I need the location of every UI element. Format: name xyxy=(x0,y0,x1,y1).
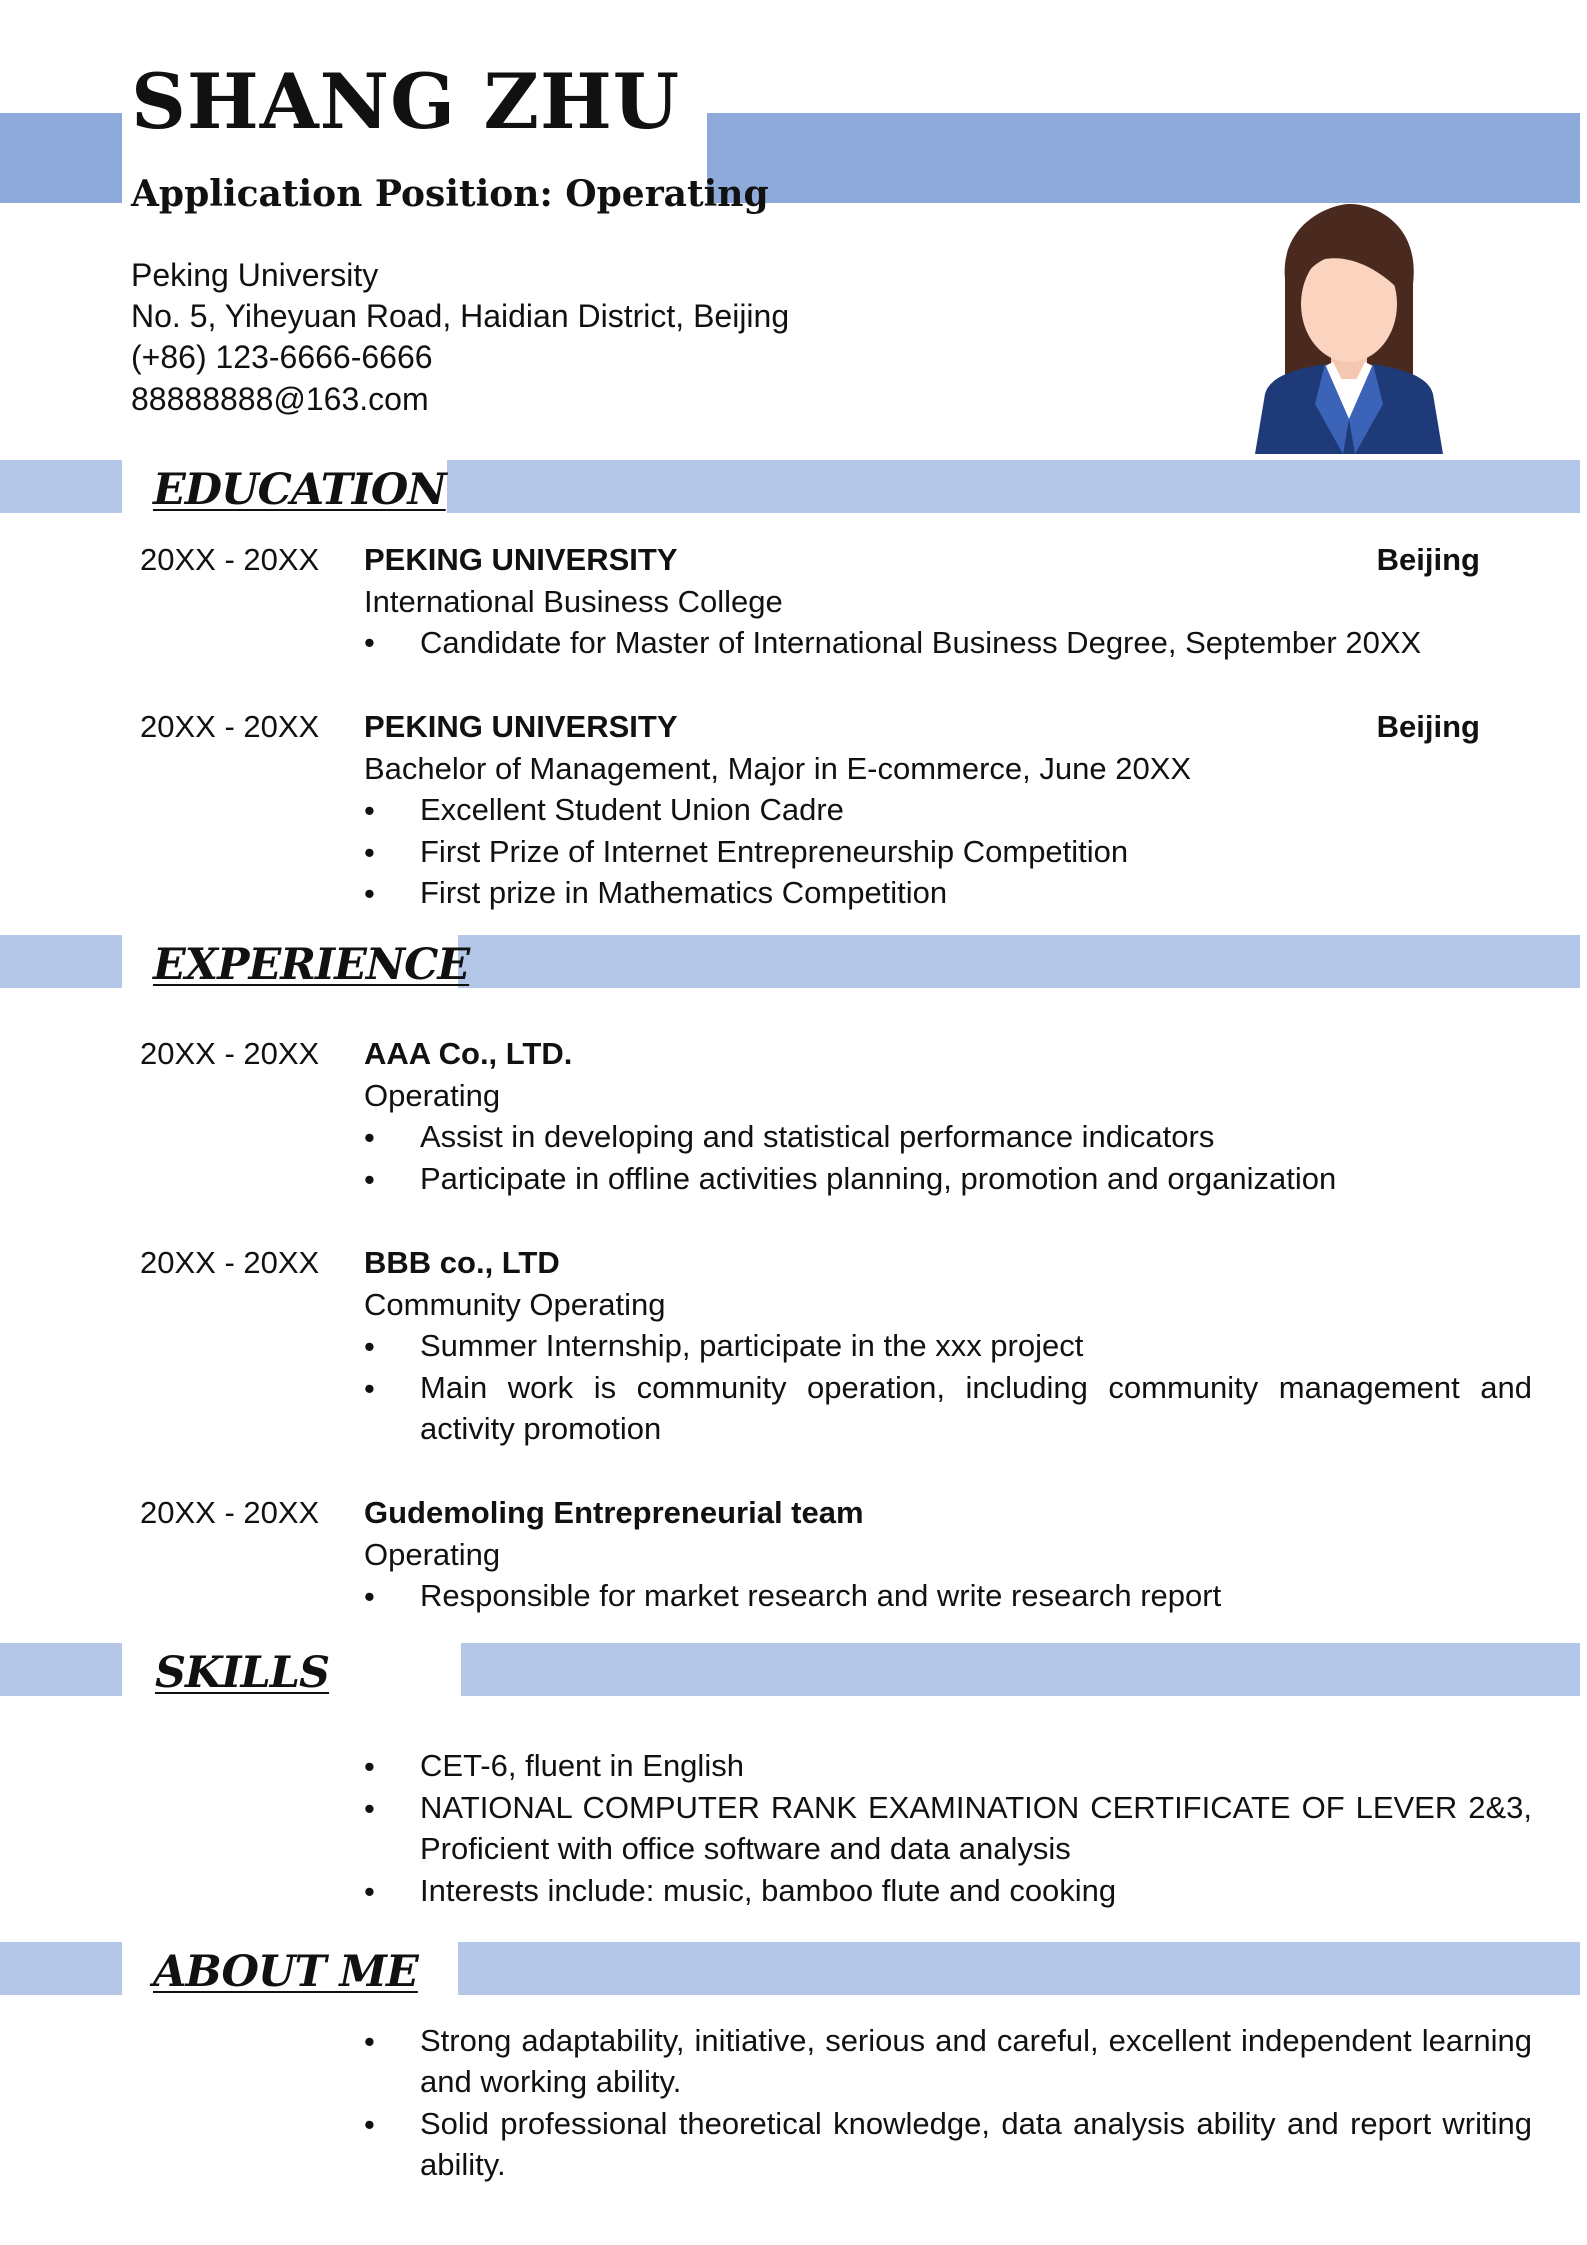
education-band-left xyxy=(0,460,122,513)
skills-band-right xyxy=(461,1643,1580,1696)
skills-bullet-1: CET-6, fluent in English xyxy=(420,1748,744,1783)
bullet-icon: • xyxy=(364,876,375,911)
education-2-bullet-1: Excellent Student Union Cadre xyxy=(420,792,844,827)
bullet-icon: • xyxy=(364,1120,375,1155)
experience-1-bullet-1: Assist in developing and statistical performance indicators xyxy=(420,1119,1215,1154)
experience-2-bullet-2: Main work is community operation, including community management and activity promotion xyxy=(420,1370,1532,1446)
experience-1-company: AAA Co., LTD. xyxy=(364,1036,573,1071)
bullet-icon: • xyxy=(364,1371,375,1406)
bullet-icon: • xyxy=(364,835,375,870)
bullet-icon: • xyxy=(364,1579,375,1614)
skills-band-left xyxy=(0,1643,122,1696)
about-heading: ABOUT ME xyxy=(153,1947,418,1997)
contact-address: No. 5, Yiheyuan Road, Haidian District, Beijing xyxy=(131,298,790,334)
experience-band-left xyxy=(0,935,122,988)
contact-email: 88888888@163.com xyxy=(131,381,429,417)
contact-university: Peking University xyxy=(131,257,379,293)
experience-1-date: 20XX - 20XX xyxy=(140,1036,320,1071)
experience-3-date: 20XX - 20XX xyxy=(140,1495,320,1530)
education-1-school: PEKING UNIVERSITY xyxy=(364,542,678,577)
education-2-location: Beijing xyxy=(1376,709,1480,744)
bullet-icon: • xyxy=(364,793,375,828)
bullet-icon: • xyxy=(364,1329,375,1364)
experience-1-role: Operating xyxy=(364,1078,501,1113)
bullet-icon: • xyxy=(364,2107,375,2142)
experience-2-role: Community Operating xyxy=(364,1287,666,1322)
skills-bullet-2: NATIONAL COMPUTER RANK EXAMINATION CERTIFICATE OF LEVER 2&3, Proficient with office software and data analysis xyxy=(420,1790,1532,1866)
contact-phone: (+86) 123-6666-6666 xyxy=(131,339,433,375)
education-1-location: Beijing xyxy=(1376,542,1480,577)
experience-band-right xyxy=(458,935,1580,988)
header-band-right xyxy=(707,113,1580,203)
education-1-college: International Business College xyxy=(364,584,783,619)
education-band-right xyxy=(447,460,1580,513)
person-avatar-icon xyxy=(1225,204,1471,454)
education-1-bullet-1: Candidate for Master of International Business Degree, September 20XX xyxy=(420,625,1422,660)
experience-2-date: 20XX - 20XX xyxy=(140,1245,320,1280)
experience-3-bullet-1: Responsible for market research and write research report xyxy=(420,1578,1222,1613)
about-band-right xyxy=(458,1942,1580,1995)
education-1-date: 20XX - 20XX xyxy=(140,542,320,577)
bullet-icon: • xyxy=(364,1749,375,1784)
experience-1-bullet-2: Participate in offline activities planning, promotion and organization xyxy=(420,1161,1337,1196)
education-2-school: PEKING UNIVERSITY xyxy=(364,709,678,744)
education-2-bullet-3: First prize in Mathematics Competition xyxy=(420,875,948,910)
about-bullet-2: Solid professional theoretical knowledge, data analysis ability and report writing ability. xyxy=(420,2106,1532,2182)
education-2-bullet-2: First Prize of Internet Entrepreneurship Competition xyxy=(420,834,1129,869)
experience-heading: EXPERIENCE xyxy=(153,940,470,990)
skills-bullet-3: Interests include: music, bamboo flute and cooking xyxy=(420,1873,1117,1908)
bullet-icon: • xyxy=(364,1162,375,1197)
bullet-icon: • xyxy=(364,1874,375,1909)
bullet-icon: • xyxy=(364,2024,375,2059)
bullet-icon: • xyxy=(364,625,375,660)
education-2-date: 20XX - 20XX xyxy=(140,709,320,744)
skills-heading: SKILLS xyxy=(155,1648,330,1698)
bullet-icon: • xyxy=(364,1791,375,1826)
about-bullet-1: Strong adaptability, initiative, serious and careful, excellent independent learning and working ability. xyxy=(420,2023,1532,2099)
experience-2-bullet-1: Summer Internship, participate in the xxx project xyxy=(420,1328,1084,1363)
about-band-left xyxy=(0,1942,122,1995)
education-heading: EDUCATION xyxy=(153,465,446,515)
candidate-name: SHANG ZHU xyxy=(131,57,681,146)
experience-3-company: Gudemoling Entrepreneurial team xyxy=(364,1495,864,1530)
header-band-left xyxy=(0,113,122,203)
experience-2-company: BBB co., LTD xyxy=(364,1245,560,1280)
application-position: Application Position: Operating xyxy=(131,173,769,215)
experience-3-role: Operating xyxy=(364,1537,501,1572)
education-2-degree: Bachelor of Management, Major in E-commerce, June 20XX xyxy=(364,751,1192,786)
